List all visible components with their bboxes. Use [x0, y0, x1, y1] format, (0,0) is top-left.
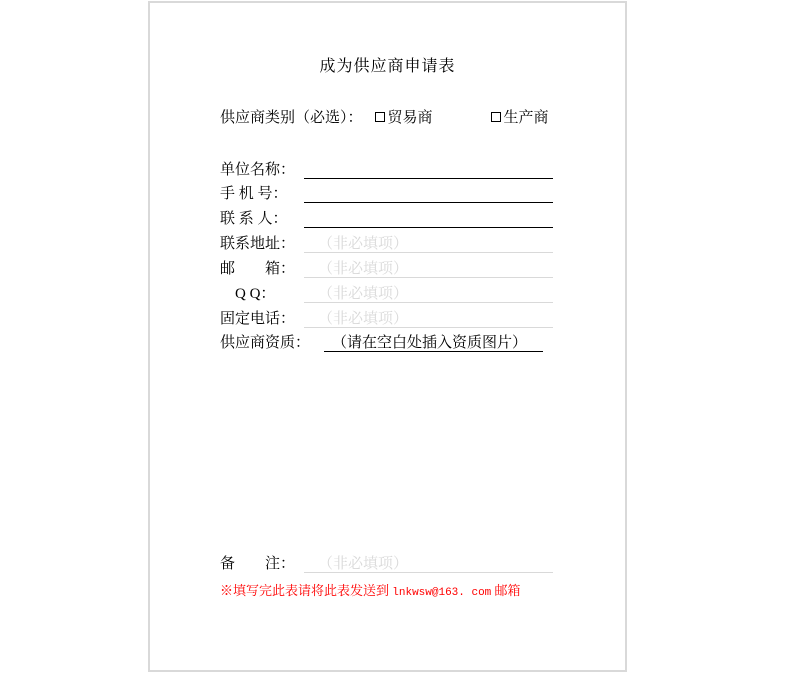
note-suffix: 邮箱: [491, 583, 521, 598]
submit-instruction-note: [220, 583, 580, 601]
note-email: lnkwsw@163. com: [392, 587, 492, 599]
address-label: 联系地址：: [220, 236, 296, 252]
landline-placeholder: （非必填项）: [318, 311, 409, 327]
field-row-mobile: [220, 186, 553, 203]
field-row-company-name: [220, 162, 553, 179]
page-title: 成为供应商申请表: [319, 58, 456, 75]
field-row-contact-person: [220, 211, 553, 228]
company-name-input[interactable]: [304, 162, 553, 179]
field-row-remark: [220, 556, 553, 573]
qq-label: Q Q：: [220, 286, 276, 302]
company-name-label: 单位名称：: [220, 162, 296, 178]
contact-person-input[interactable]: [304, 211, 553, 228]
qq-input[interactable]: [304, 286, 553, 303]
mobile-input[interactable]: [304, 186, 553, 203]
trader-checkbox[interactable]: [375, 112, 385, 122]
email-input[interactable]: [304, 261, 553, 278]
qualification-hint: （请在空白处插入资质图片）: [332, 335, 528, 351]
trader-checkbox-label: 贸易商: [387, 110, 433, 126]
field-row-qualification: [220, 335, 543, 352]
field-row-email: [220, 261, 553, 278]
producer-checkbox[interactable]: [491, 112, 501, 122]
qualification-label: 供应商资质：: [220, 335, 311, 351]
email-placeholder: （非必填项）: [318, 261, 409, 277]
landline-label: 固定电话：: [220, 311, 296, 327]
qualification-input[interactable]: [324, 335, 543, 352]
contact-person-label: 联 系 人：: [220, 211, 288, 227]
field-row-qq: [220, 286, 553, 303]
supplier-category-label: 供应商类别（必选）：: [220, 110, 363, 126]
field-row-landline: [220, 311, 553, 328]
remark-placeholder: （非必填项）: [318, 556, 409, 572]
address-placeholder: （非必填项）: [318, 236, 409, 252]
email-label: 邮 箱：: [220, 261, 296, 277]
producer-checkbox-label: 生产商: [503, 110, 549, 126]
supplier-category-row: [220, 106, 568, 130]
remark-input[interactable]: [304, 556, 553, 573]
document-page: [148, 1, 627, 672]
address-input[interactable]: [304, 236, 553, 253]
field-row-address: [220, 236, 553, 253]
landline-input[interactable]: [304, 311, 553, 328]
note-prefix: ※填写完此表请将此表发送到: [220, 583, 393, 598]
mobile-label: 手 机 号：: [220, 186, 288, 202]
remark-label: 备 注：: [220, 556, 296, 572]
qq-placeholder: （非必填项）: [318, 286, 409, 302]
